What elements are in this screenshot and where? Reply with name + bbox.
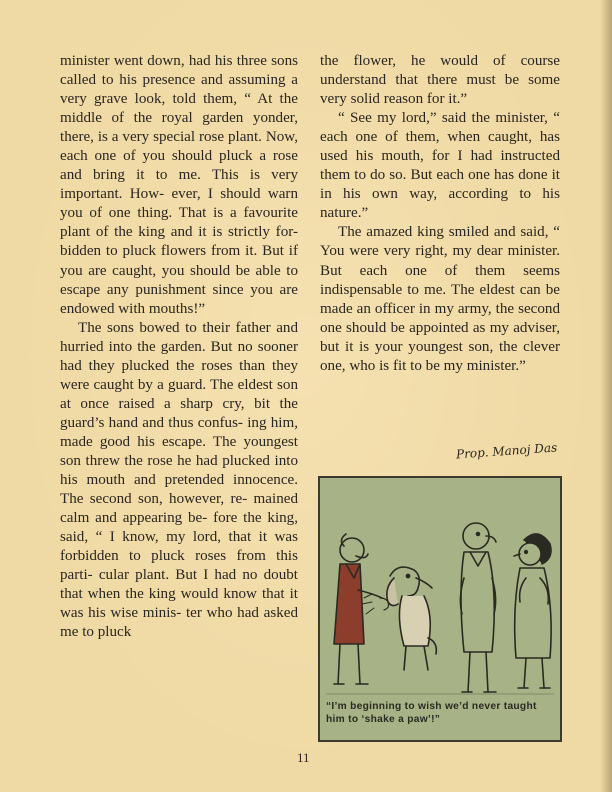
paragraph: The sons bowed to their father and hurried into the garden. But no sooner had they plucked the roses than they were caught by a guard. The eldest son at once raised a sharp cry, bit the guard’s hand and thus confus- ing him, made good his escape. The youngest son threw the rose he had plucked into his mouth and pretended innocence. The second son, however, re- mained calm and appearing be- fore the king, said, “ I know, my lord, that it was forbidden to pluck roses from this parti- cular plant. But I had no doubt that when the king would know that it was his wise minis- ter who had asked me to pluck [60, 319, 298, 641]
left-text-column [60, 52, 298, 642]
paragraph: “ See my lord,” said the minister, “ each one of them, when caught, has used his mouth, for I had instructed them to do so. But each one has done it in his own way, according to his nature.” [320, 110, 560, 222]
page-edge-shadow [600, 0, 612, 792]
cartoon-panel [318, 476, 562, 742]
paragraph: The amazed king smiled and said, “ You were very right, my dear minister. But each one of them seems indispensable to me. The eldest can be made an officer in my army, the second one should be appointed as my adviser, but it is your youngest son, the clever one, who is fit to be my minister.” [320, 224, 560, 374]
man-middle-figure [460, 523, 496, 692]
paragraph: minister went down, had his three sons called to his presence and assuming a very grave look, told them, “ At the middle of the royal garden yonder, there, is a very special rose plant. Now, each one of you should pluck a rose and bring it to me. This is very important. How- ever, I should warn you of one thing. That is a favourite plant of the king and it is strictly for- bidden to pluck flowers from it. But if you are caught, you should be able to escape any punishment since you are endowed with mouths!” [60, 53, 298, 317]
right-text-column [320, 52, 560, 376]
dog-figure [362, 567, 436, 670]
paragraph: the flower, he would of course understand that there must be some very solid reason for it.” [320, 53, 560, 108]
author-signature: Prop. Manoj Das [455, 440, 558, 462]
page-number: 11 [297, 750, 310, 765]
cartoon-caption: “I’m beginning to wish we’d never taught him to ‘shake a paw’!” [326, 701, 537, 725]
woman-right-figure [514, 534, 551, 688]
man-left-figure [334, 534, 382, 684]
